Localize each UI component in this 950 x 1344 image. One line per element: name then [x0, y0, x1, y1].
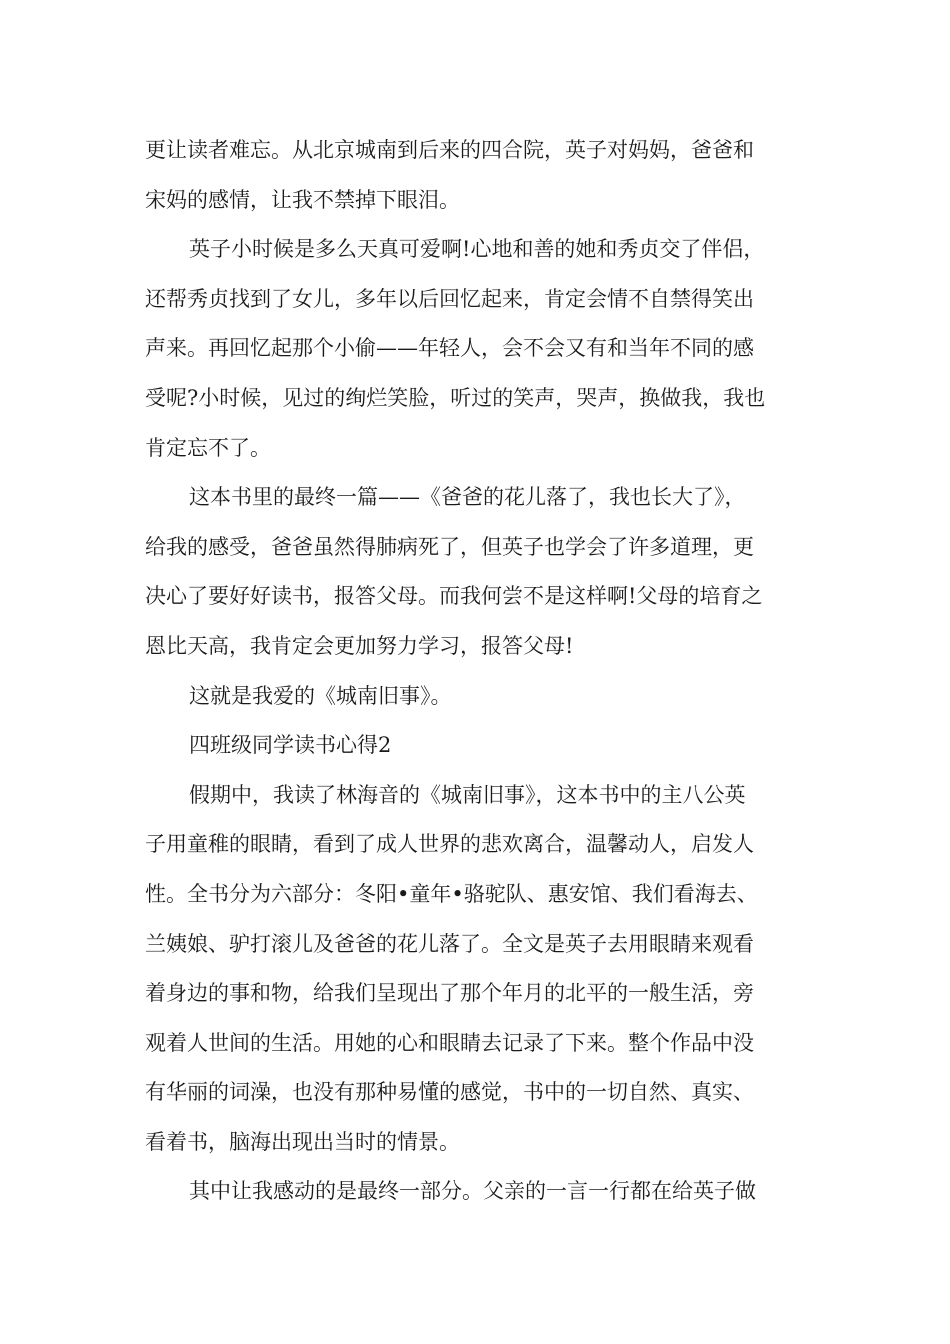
text-line: 这就是我爱的《城南旧事》。	[189, 683, 452, 708]
text-line: 这本书里的最终一篇——《爸爸的花儿落了，我也长大了》，	[189, 485, 746, 510]
text-line: 有华丽的词澡，也没有那种易懂的感觉，书中的一切自然、真实、	[145, 1080, 754, 1105]
text-line: 兰姨娘、驴打滚儿及爸爸的花儿落了。全文是英子去用眼睛来观看	[145, 931, 754, 956]
section-heading: 四班级同学读书心得2	[189, 733, 392, 758]
text-line: 恩比天高，我肯定会更加努力学习，报答父母!	[145, 633, 574, 658]
text-line: 还帮秀贞找到了女儿，多年以后回忆起来，肯定会情不自禁得笑出	[145, 286, 754, 311]
text-line: 看着书，脑海出现出当时的情景。	[145, 1129, 460, 1154]
text-line: 观着人世间的生活。用她的心和眼睛去记录了下来。整个作品中没	[145, 1030, 754, 1055]
text-line: 更让读者难忘。从北京城南到后来的四合院，英子对妈妈，爸爸和	[145, 138, 754, 162]
text-line: 其中让我感动的是最终一部分。父亲的一言一行都在给英子做	[189, 1179, 756, 1204]
text-line: 肯定忘不了。	[145, 435, 271, 460]
text-line: 决心了要好好读书，报答父母。而我何尝不是这样啊!父母的培育之	[145, 584, 763, 609]
text-line: 着身边的事和物，给我们呈现出了那个年月的北平的一般生活，旁	[145, 981, 754, 1006]
text-line: 假期中，我读了林海音的《城南旧事》，这本书中的主八公英	[189, 782, 746, 807]
text-line: 性。全书分为六部分：冬阳•童年•骆驼队、惠安馆、我们看海去、	[145, 881, 758, 906]
text-line: 英子小时候是多么天真可爱啊!心地和善的她和秀贞交了伴侣，	[189, 237, 765, 262]
text-line: 子用童稚的眼睛，看到了成人世界的悲欢离合，温馨动人，启发人	[145, 832, 754, 857]
text-line: 给我的感受，爸爸虽然得肺病死了，但英子也学会了许多道理，更	[145, 534, 754, 559]
text-line: 宋妈的感情，让我不禁掉下眼泪。	[145, 187, 460, 212]
text-line: 声来。再回忆起那个小偷——年轻人，会不会又有和当年不同的感	[145, 336, 754, 361]
body-text	[145, 126, 825, 1217]
text-line: 受呢?小时候，见过的绚烂笑脸，听过的笑声，哭声，换做我，我也	[145, 385, 766, 410]
